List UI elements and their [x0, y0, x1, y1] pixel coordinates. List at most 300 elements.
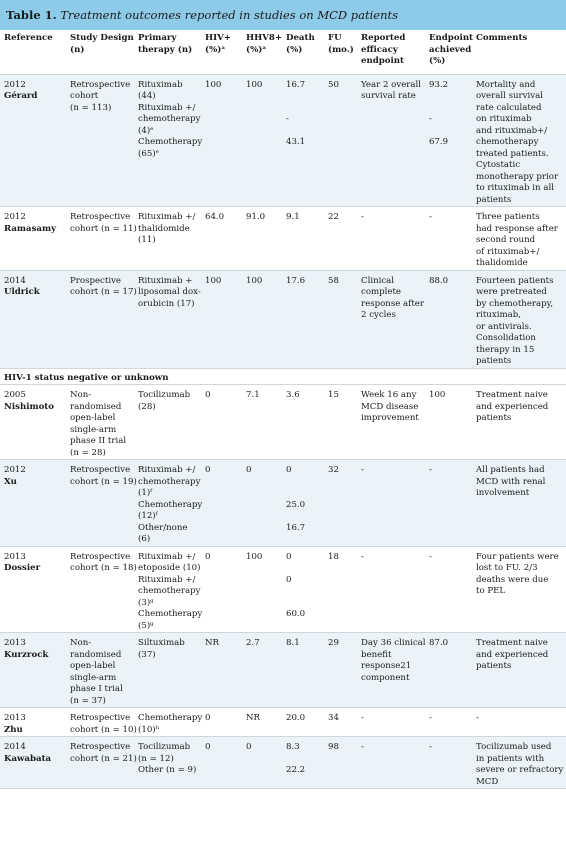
cell-line: Tocilizumab used	[476, 742, 552, 752]
fu-cell	[324, 74, 357, 207]
header-study-design	[66, 30, 134, 74]
comments-cell	[472, 737, 566, 789]
death-cell	[282, 385, 324, 460]
cell-line: Clinical	[361, 275, 395, 286]
cell-line: 15	[328, 390, 339, 400]
cell-line: Retrospective	[70, 551, 131, 562]
cell-line: in patients with	[476, 753, 545, 764]
cell-line: (4)ᵉ	[138, 125, 154, 136]
cell-line: Tocilizumab	[138, 390, 191, 400]
header-reference	[0, 30, 66, 74]
cell-line: 0	[205, 713, 211, 723]
cell-line: Four patients were	[476, 551, 559, 562]
efficacy-endpoint-cell	[357, 385, 425, 460]
efficacy-endpoint-cell	[357, 207, 425, 271]
study-design-cell	[66, 708, 137, 737]
cell-line: (6)	[138, 534, 151, 544]
cell-line: NR	[205, 638, 219, 648]
cell-line	[286, 754, 324, 766]
hiv-cell	[201, 74, 242, 207]
hiv-cell	[201, 385, 242, 460]
efficacy-endpoint-cell	[357, 708, 425, 737]
cell-line: -	[429, 114, 432, 124]
cell-line: -	[429, 713, 432, 723]
reference-year: 2012	[4, 79, 26, 90]
death-cell	[282, 737, 324, 789]
table-row	[0, 737, 566, 789]
cell-line: to rituximab in all	[476, 183, 554, 193]
reference-cell	[0, 270, 66, 368]
cell-line: had response after	[476, 223, 558, 234]
cell-line: Non-	[70, 638, 92, 648]
cell-line: Chemotherapy	[138, 713, 203, 723]
cell-line	[286, 488, 324, 500]
section-header-row	[0, 368, 566, 385]
cell-line: Non-	[70, 390, 92, 400]
treatment-outcomes-table	[0, 30, 566, 789]
cell-line: randomised	[70, 401, 122, 412]
death-cell	[282, 546, 324, 633]
cell-line: 22.2	[286, 765, 306, 775]
study-design-cell	[66, 460, 137, 547]
death-cell	[282, 207, 324, 271]
cell-line: orubicin (17)	[138, 298, 195, 309]
cell-line: Comments	[476, 33, 528, 43]
cell-line: 100	[205, 275, 222, 286]
cell-line: Week 16 any	[361, 390, 417, 400]
hhv8-cell	[242, 546, 282, 633]
cell-line: Rituximab +/	[138, 212, 196, 222]
cell-line: (n = 12)	[138, 753, 174, 764]
primary-therapy-cell	[134, 633, 201, 708]
cell-line: -	[286, 114, 289, 124]
table-row	[0, 207, 566, 271]
hhv8-cell	[242, 207, 282, 271]
cell-line: MCD disease	[361, 401, 419, 412]
efficacy-endpoint-cell	[357, 460, 425, 547]
header-efficacy-endpoint	[357, 30, 425, 74]
reference-author: Ramasamy	[4, 223, 57, 234]
cell-line: 25.0	[286, 499, 306, 510]
table-row	[0, 270, 566, 368]
cell-line: 32	[328, 465, 339, 475]
table-title: Treatment outcomes reported in studies on MCD patients	[60, 8, 399, 22]
cell-line: patients	[476, 661, 512, 671]
cell-line: 0	[246, 465, 252, 475]
cell-line: single-arm	[70, 424, 117, 435]
cell-line: rituximab,	[476, 310, 521, 320]
cell-line: 100	[246, 275, 263, 286]
endpoint-achieved-cell	[425, 270, 472, 368]
cell-line: (1)ᶠ	[138, 488, 153, 498]
table-row	[0, 633, 566, 708]
efficacy-endpoint-cell	[357, 546, 425, 633]
cell-line: efficacy	[361, 44, 398, 55]
death-cell	[282, 74, 324, 207]
reference-year: 2014	[4, 742, 26, 752]
hiv-cell	[201, 737, 242, 789]
cell-line: Consolidation	[476, 333, 536, 343]
cell-line: 64.0	[205, 212, 225, 222]
cell-line	[286, 563, 324, 575]
cell-line: Study Design	[70, 33, 134, 43]
death-cell	[282, 708, 324, 737]
table-section	[0, 368, 566, 385]
header-row	[0, 30, 566, 74]
efficacy-endpoint-cell	[357, 633, 425, 708]
comments-cell	[472, 270, 566, 368]
cell-line: MCD	[476, 776, 499, 787]
cell-line: 2.7	[246, 638, 260, 648]
reference-cell	[0, 546, 66, 633]
cell-line: Fourteen patients	[476, 275, 554, 286]
cell-line: Retrospective	[70, 713, 131, 723]
cell-line: cohort (n = 19)	[70, 476, 137, 487]
cell-line: Reference	[4, 33, 53, 43]
cell-line	[429, 103, 472, 115]
cell-line: Retrospective	[70, 212, 131, 222]
cell-line: HIV+	[205, 33, 232, 43]
cell-line: thalidomide	[476, 258, 528, 268]
cell-line: FU	[328, 33, 342, 43]
cell-line: achieved	[429, 44, 472, 55]
reference-author: Xu	[4, 476, 17, 487]
cell-line: therapy (n)	[138, 44, 193, 55]
table-caption	[0, 0, 566, 30]
comments-cell	[472, 385, 566, 460]
cell-line: -	[361, 742, 364, 752]
cell-line: (n)	[70, 44, 85, 55]
cell-line: 16.7	[286, 79, 306, 90]
fu-cell	[324, 207, 357, 271]
cell-line: response after	[361, 298, 424, 309]
comments-cell	[472, 460, 566, 547]
table-body-hiv-positive	[0, 74, 566, 368]
reference-cell	[0, 74, 66, 207]
hiv-cell	[201, 207, 242, 271]
cell-line: -	[476, 713, 479, 723]
fu-cell	[324, 546, 357, 633]
cell-line: (28)	[138, 401, 156, 412]
cell-line: survival rate	[361, 91, 416, 101]
cell-line: -	[429, 742, 432, 752]
cell-line: treated patients.	[476, 148, 549, 159]
cell-line: Siltuximab	[138, 638, 185, 648]
cell-line: 2 cycles	[361, 310, 396, 320]
table-body-hiv-negative	[0, 385, 566, 789]
reference-author: Nishimoto	[4, 401, 54, 412]
cell-line: MCD with renal	[476, 476, 546, 487]
cell-line: 29	[328, 638, 339, 648]
cell-line: single-arm	[70, 672, 117, 683]
hhv8-cell	[242, 708, 282, 737]
cell-line: 98	[328, 742, 339, 752]
cell-line: Cytostatic	[476, 160, 521, 170]
reference-author: Kawabata	[4, 753, 52, 764]
cell-line: therapy in 15	[476, 344, 535, 355]
cell-line	[286, 477, 324, 489]
study-design-cell	[66, 74, 134, 207]
cell-line: Three patients	[476, 212, 540, 222]
reference-author: Uldrick	[4, 287, 40, 297]
reference-year: 2012	[4, 212, 26, 222]
comments-cell	[472, 633, 566, 708]
cell-line: 7.1	[246, 390, 260, 400]
cell-line: Rituximab +/	[138, 102, 196, 113]
header-death	[282, 30, 324, 74]
cell-line: liposomal dox-	[138, 287, 201, 297]
reference-author: Dossier	[4, 563, 41, 573]
cell-line: Mortality and	[476, 79, 536, 90]
cell-line: chemotherapy	[138, 476, 201, 487]
section-header-hiv-negative: HIV-1 status negative or unknown	[4, 372, 169, 383]
cell-line: 20.0	[286, 713, 306, 723]
header-hiv	[201, 30, 242, 74]
hiv-cell	[201, 460, 242, 547]
cell-line: -	[361, 551, 364, 562]
endpoint-achieved-cell	[425, 708, 472, 737]
cell-line: 43.1	[286, 137, 306, 147]
cell-line: -	[361, 713, 364, 723]
hhv8-cell	[242, 460, 282, 547]
cell-line: -	[429, 465, 432, 475]
reference-year: 2013	[4, 713, 26, 723]
cell-line: patients	[476, 413, 512, 423]
table-row	[0, 546, 566, 633]
cell-line: to PEL	[476, 586, 506, 596]
cell-line: (44)	[138, 91, 156, 101]
fu-cell	[324, 708, 357, 737]
hhv8-cell	[242, 385, 282, 460]
cell-line: HHV8+	[246, 33, 283, 43]
cell-line: second round	[476, 235, 536, 245]
cell-line: Rituximab	[138, 79, 183, 90]
hhv8-cell	[242, 633, 282, 708]
cell-line: lost to FU. 2/3	[476, 563, 538, 573]
study-design-cell	[66, 633, 134, 708]
cell-line: etoposide (10)	[138, 563, 201, 573]
reference-cell	[0, 708, 66, 737]
cell-line: Death	[286, 33, 315, 43]
primary-therapy-cell	[134, 207, 201, 271]
cell-line: Other (n = 9)	[138, 765, 197, 775]
cell-line: (11)	[138, 235, 156, 245]
cell-line: patients	[476, 356, 512, 366]
cell-line	[286, 103, 324, 115]
cell-line: open-label	[70, 661, 116, 671]
cell-line: rate calculated	[476, 102, 542, 113]
endpoint-achieved-cell	[425, 546, 472, 633]
cell-line	[429, 126, 472, 138]
cell-line: (10)ʰ	[138, 724, 160, 735]
cell-line: (37)	[138, 649, 156, 660]
cell-line: on rituximab	[476, 114, 532, 124]
reference-cell	[0, 207, 66, 271]
cell-line: component	[361, 672, 410, 683]
cell-line: 0	[286, 465, 292, 475]
hiv-cell	[201, 708, 242, 737]
cell-line: -	[361, 465, 364, 475]
comments-cell	[472, 708, 566, 737]
reference-author: Kurzrock	[4, 649, 49, 660]
cell-line: complete	[361, 287, 402, 297]
cell-line: -	[429, 551, 432, 562]
cell-line: NR	[246, 713, 260, 723]
cell-line: and experienced	[476, 649, 549, 660]
cell-line: Rituximab +/	[138, 465, 196, 475]
table-row	[0, 74, 566, 207]
cell-line: Chemotherapy	[138, 499, 203, 510]
primary-therapy-cell	[134, 708, 201, 737]
reference-author: Gérard	[4, 91, 38, 101]
cell-line: 9.1	[286, 212, 300, 222]
comments-cell	[472, 207, 566, 271]
reference-cell	[0, 385, 66, 460]
cell-line: 91.0	[246, 212, 266, 222]
cell-line: 8.1	[286, 638, 300, 648]
study-design-cell	[66, 546, 137, 633]
hhv8-cell	[242, 737, 282, 789]
cell-line: (%)ᵃ	[205, 44, 226, 55]
hiv-cell	[201, 633, 242, 708]
header-endpoint-achieved	[425, 30, 472, 74]
cell-line: -	[361, 212, 364, 222]
cell-line: Treatment naive	[476, 390, 548, 400]
endpoint-achieved-cell	[425, 385, 472, 460]
cell-line: Retrospective	[70, 742, 131, 752]
hiv-cell	[201, 546, 242, 633]
efficacy-endpoint-cell	[357, 74, 425, 207]
cell-line: endpoint	[361, 56, 404, 66]
hiv-cell	[201, 270, 242, 368]
cell-line: All patients had	[476, 465, 545, 475]
cell-line: (mo.)	[328, 44, 354, 55]
endpoint-achieved-cell	[425, 633, 472, 708]
reference-cell	[0, 737, 66, 789]
cell-line: 0	[205, 742, 211, 752]
cell-line: or antivirals.	[476, 321, 532, 332]
cell-line: 18	[328, 551, 339, 562]
table-row	[0, 385, 566, 460]
death-cell	[282, 460, 324, 547]
endpoint-achieved-cell	[425, 460, 472, 547]
cell-line: 0	[205, 390, 211, 400]
cell-line: Primary	[138, 33, 177, 43]
hhv8-cell	[242, 270, 282, 368]
cell-line: response21	[361, 661, 412, 671]
endpoint-achieved-cell	[425, 207, 472, 271]
cell-line	[286, 91, 324, 103]
cell-line: 3.6	[286, 390, 300, 400]
cell-line: 0	[286, 551, 292, 562]
cell-line: involvement	[476, 488, 530, 498]
cell-line: deaths were due	[476, 574, 549, 585]
cell-line: Retrospective	[70, 79, 131, 90]
fu-cell	[324, 460, 357, 547]
fu-cell	[324, 385, 357, 460]
cell-line: (12)ᶠ	[138, 511, 158, 521]
cell-line: benefit	[361, 649, 392, 660]
fu-cell	[324, 633, 357, 708]
cell-line: 100	[246, 79, 263, 90]
table-row	[0, 708, 566, 737]
cell-line: (n = 37)	[70, 695, 106, 706]
cell-line: Chemotherapy	[138, 137, 203, 147]
cell-line: 58	[328, 275, 339, 286]
cell-line: phase I trial	[70, 684, 123, 694]
primary-therapy-cell	[134, 385, 201, 460]
death-cell	[282, 270, 324, 368]
cell-line: 88.0	[429, 275, 449, 286]
primary-therapy-cell	[134, 460, 201, 547]
fu-cell	[324, 737, 357, 789]
cell-line: cohort	[70, 91, 99, 101]
cell-line: (%)	[286, 44, 303, 55]
reference-year: 2013	[4, 551, 26, 562]
death-cell	[282, 633, 324, 708]
cell-line: monotherapy prior	[476, 171, 559, 182]
cell-line: Reported	[361, 33, 406, 43]
cell-line	[286, 511, 324, 523]
study-design-cell	[66, 385, 134, 460]
cell-line: overall survival	[476, 91, 543, 101]
cell-line: 100	[205, 79, 222, 90]
cell-line	[286, 126, 324, 138]
cell-line: chemotherapy	[138, 586, 201, 596]
cell-line: chemotherapy	[138, 114, 201, 124]
cell-line: 0	[246, 742, 252, 752]
cell-line: Endpoint	[429, 33, 474, 43]
study-design-cell	[66, 207, 137, 271]
cell-line: 16.7	[286, 522, 306, 533]
cell-line: phase II trial	[70, 436, 127, 446]
reference-year: 2014	[4, 275, 26, 286]
comments-cell	[472, 74, 566, 207]
cell-line: patients	[476, 194, 512, 205]
cell-line: 0	[286, 574, 292, 585]
cell-line: cohort (n = 21)	[70, 753, 137, 764]
cell-line	[429, 91, 472, 103]
cell-line: and rituximab+/	[476, 125, 548, 136]
cell-line: Treatment naive	[476, 638, 548, 648]
cell-line: Year 2 overall	[361, 79, 422, 90]
cell-line: 100	[246, 551, 263, 562]
cell-line: (%)ᵃ	[246, 44, 267, 55]
cell-line: (n = 113)	[70, 102, 112, 113]
cell-line: (n = 28)	[70, 447, 106, 458]
cell-line: severe or refractory	[476, 765, 564, 775]
primary-therapy-cell	[134, 270, 201, 368]
endpoint-achieved-cell	[425, 74, 472, 207]
reference-year: 2013	[4, 638, 26, 648]
cell-line: open-label	[70, 413, 116, 423]
endpoint-achieved-cell	[425, 737, 472, 789]
cell-line: (3)ᵍ	[138, 597, 154, 608]
cell-line: 8.3	[286, 742, 300, 752]
cell-line: 60.0	[286, 609, 306, 619]
primary-therapy-cell	[134, 737, 201, 789]
cell-line: Prospective	[70, 275, 122, 286]
cell-line: cohort (n = 17)	[70, 287, 137, 297]
cell-line: Tocilizumab	[138, 742, 191, 752]
cell-line: 34	[328, 713, 339, 723]
cell-line: 100	[429, 390, 446, 400]
study-design-cell	[66, 737, 137, 789]
cell-line: (65)ᵉ	[138, 148, 159, 159]
cell-line: Day 36 clinical	[361, 638, 426, 648]
cell-line: and experienced	[476, 401, 549, 412]
header-fu	[324, 30, 357, 74]
